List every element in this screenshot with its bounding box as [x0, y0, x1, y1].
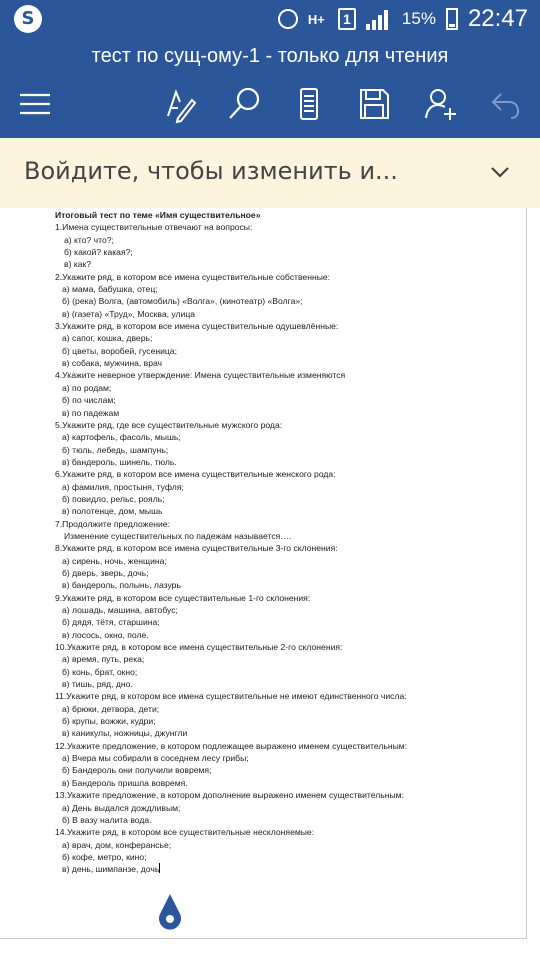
doc-answer: б) конь, брат, окно;	[62, 666, 138, 677]
doc-question: 12.Укажите предложение, в котором подлежащее выражено именем существительным:	[55, 740, 408, 751]
doc-question: 14.Укажите ряд, в котором все существительные несклоняемые:	[55, 827, 315, 838]
menu-button[interactable]	[13, 82, 57, 126]
doc-answer: а) лошадь, машина, автобус;	[62, 605, 178, 615]
doc-answer: в) Бандероль пришла вовремя.	[62, 777, 188, 788]
doc-answer: а) брюки, детвора, дети;	[62, 703, 160, 714]
doc-question: 10.Укажите ряд, в котором все имена существительные 2-го склонения:	[55, 642, 343, 653]
page-edge	[0, 938, 527, 939]
doc-answer: а) кто? что?;	[64, 234, 114, 245]
document-title: тест по сущ-ому-1 - только для чтения	[0, 38, 540, 74]
doc-question: 11.Укажите ряд, в котором все имена существительные не имеют единственного числа:	[55, 691, 407, 702]
doc-answer: а) картофель, фасоль, мышь;	[62, 432, 181, 443]
doc-answer: б) цветы, воробей, гусеница;	[62, 345, 177, 356]
page-edge	[526, 208, 527, 938]
doc-answer: в) бандероль, полынь, лазурь	[62, 580, 181, 591]
doc-question: 2.Укажите ряд, в котором все имена существительные собственные:	[55, 271, 331, 282]
text-cursor	[159, 863, 160, 873]
doc-answer: в) (газета) «Труд», Москва, улица	[62, 308, 196, 319]
mobile-view-icon	[287, 82, 331, 126]
doc-answer: б) крупы, вожжи, кудри;	[62, 716, 156, 727]
doc-question: 8.Укажите ряд, в котором все имена существительные 3-го склонения:	[55, 543, 338, 554]
cursor-handle[interactable]	[157, 892, 183, 932]
search-button[interactable]	[222, 82, 266, 126]
search-icon	[222, 82, 266, 126]
toolbar	[0, 74, 540, 138]
doc-answer: б) повидло, рельс, рояль;	[62, 493, 165, 504]
network-type: H+	[307, 11, 325, 27]
undo-button[interactable]	[483, 82, 527, 126]
doc-answer: в) по падежам	[62, 407, 120, 418]
doc-answer: б) (река) Волга, (автомобиль) «Волга», (кинотеатр) «Волга»;	[62, 296, 303, 307]
save-button[interactable]	[352, 82, 396, 126]
sign-in-banner[interactable]	[0, 138, 540, 209]
doc-answer: а) Вчера мы собирали в соседнем лесу грибы;	[62, 753, 249, 764]
doc-answer: б) Бандероль они получили вовремя;	[62, 765, 212, 776]
doc-answer: а) сапог, кошка, дверь;	[62, 333, 153, 344]
doc-answer: б) дядя, тётя, старшина;	[62, 617, 160, 628]
doc-answer: а) День выдался дождливым;	[62, 802, 181, 813]
doc-answer: б) тюль, лебедь, шампунь;	[62, 444, 169, 455]
edit-icon	[158, 82, 202, 126]
banner-text: Войдите, чтобы изменить и...	[24, 157, 398, 185]
document-page[interactable]	[55, 209, 523, 876]
battery-icon	[446, 8, 458, 30]
doc-answer: в) лосось, окно, поле.	[62, 629, 149, 640]
doc-answer: в) тишь, ряд, дно.	[62, 679, 133, 690]
doc-answer: а) фамилия, простыня, туфля;	[62, 481, 184, 492]
doc-answer: в) собака, мужчина, врач	[62, 358, 163, 369]
mobile-view-button[interactable]	[287, 82, 331, 126]
doc-question: 9.Укажите ряд, в котором все существительные 1-го склонения:	[55, 592, 311, 603]
doc-answer: а) время, путь, река;	[62, 654, 145, 665]
doc-answer: б) какой? какая?;	[64, 247, 133, 258]
doc-question: 5.Укажите ряд, где все существительные мужского рода:	[55, 419, 283, 430]
sim-indicator: 1	[338, 8, 356, 30]
doc-question: 13.Укажите предложение, в котором дополнение выражено именем существительным:	[55, 790, 404, 801]
alarm-icon	[278, 9, 298, 29]
signal-icon	[366, 8, 392, 30]
edit-button[interactable]	[158, 82, 202, 126]
share-icon	[418, 82, 462, 126]
doc-answer: Изменение существительных по падежам называется….	[64, 530, 292, 541]
doc-question: 1.Имена существительные отвечают на вопросы:	[55, 222, 253, 233]
doc-answer: а) по родам;	[62, 382, 112, 393]
menu-icon	[13, 82, 57, 126]
doc-answer: в) день, шимпанзе, дочь	[62, 864, 160, 875]
app-notification-icon	[14, 5, 42, 33]
doc-heading: Итоговый тест по теме «Имя существительное»	[55, 210, 261, 220]
doc-question: 3.Укажите ряд, в котором все имена существительные одушевлённые:	[55, 321, 339, 332]
doc-answer: а) мама, бабушка, отец;	[62, 284, 158, 295]
status-bar	[0, 0, 540, 38]
doc-question: 4.Укажите неверное утверждение: Имена существительные изменяются	[55, 370, 346, 381]
undo-icon	[483, 82, 527, 126]
doc-last-line	[55, 863, 523, 875]
doc-answer: б) кофе, метро, кино;	[62, 851, 147, 862]
doc-question: 6.Укажите ряд, в котором все имена существительные женского рода:	[55, 469, 336, 480]
doc-answer: б) дверь, зверь, дочь;	[62, 567, 149, 578]
chevron-down-icon[interactable]	[488, 160, 512, 184]
doc-answer: б) В вазу налита вода.	[62, 814, 152, 825]
doc-answer: б) по числам;	[62, 395, 116, 406]
clock: 22:47	[467, 5, 528, 32]
doc-answer: в) полотенце, дом, мышь	[62, 506, 163, 517]
doc-answer: в) бандероль, шинель, тюль.	[62, 456, 177, 467]
doc-answer: в) каникулы, ножницы, джунгли	[62, 728, 188, 739]
battery-percent: 15%	[401, 9, 436, 28]
save-icon	[352, 82, 396, 126]
doc-answer: а) сирень, ночь, женщина;	[62, 555, 167, 566]
doc-question: 7.Продолжите предложение:	[55, 518, 170, 529]
doc-answer: а) врач, дом, конферансье;	[62, 839, 172, 850]
share-button[interactable]	[418, 82, 462, 126]
doc-answer: в) как?	[64, 259, 92, 270]
